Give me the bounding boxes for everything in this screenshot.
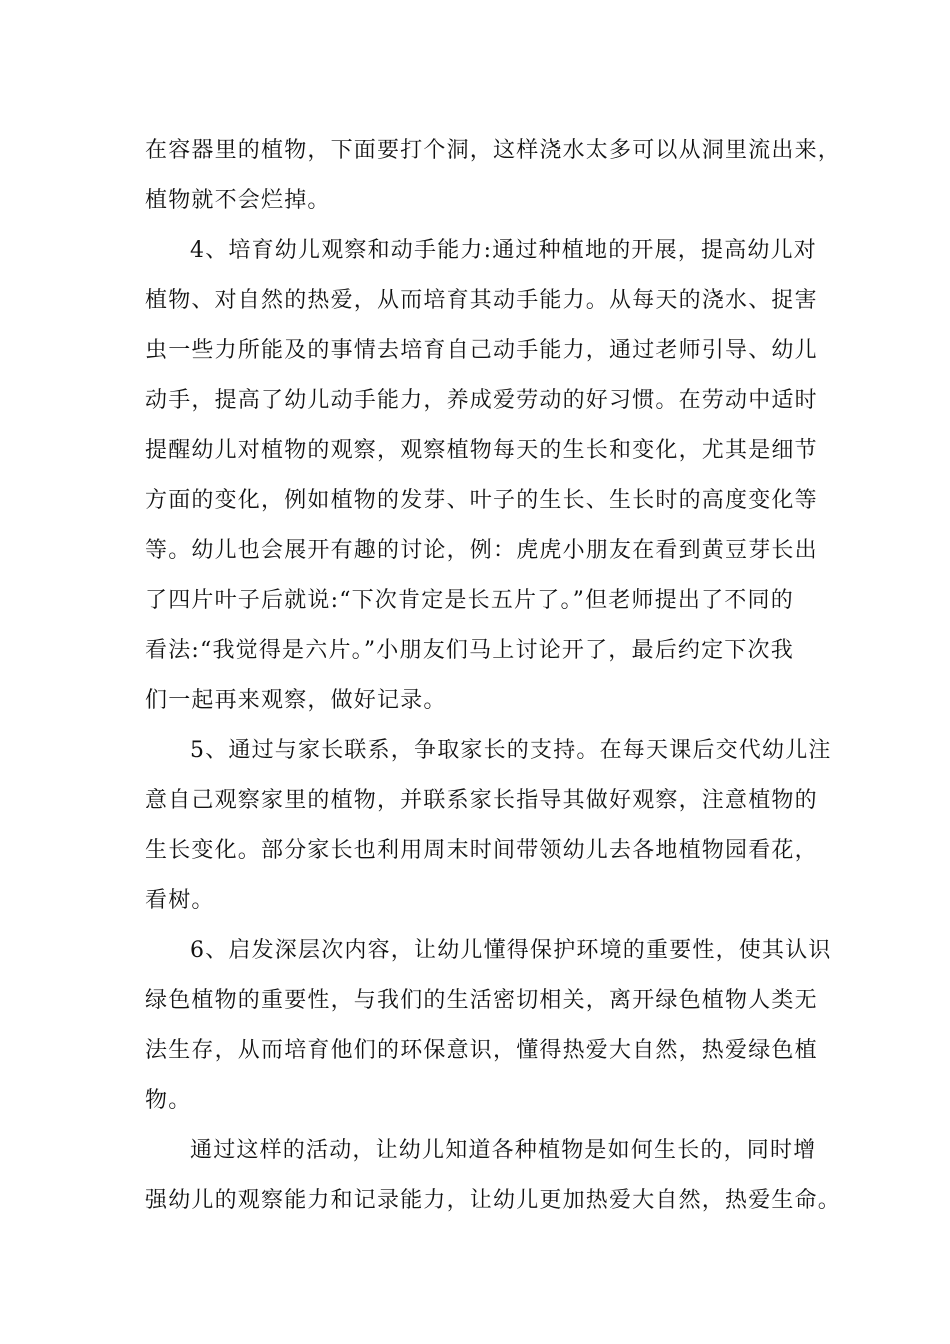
closing-paragraph-start: 通过这样的活动，让幼儿知道各种植物是如何生长的，同时增 <box>190 1138 817 1163</box>
text-line: 方面的变化，例如植物的发芽、叶子的生长、生长时的高度变化等 <box>145 488 818 513</box>
text-line: 看法:“我觉得是六片。”小朋友们马上讨论开了，最后约定下次我 <box>145 638 794 663</box>
text-line: 植物、对自然的热爱，从而培育其动手能力。从每天的浇水、捉害 <box>145 288 818 313</box>
paragraph-6-start: 6、启发深层次内容，让幼儿懂得保护环境的重要性，使其认识 <box>190 938 832 963</box>
text-line: 动手，提高了幼儿动手能力，养成爱劳动的好习惯。在劳动中适时 <box>145 388 818 413</box>
text-line: 们一起再来观察，做好记录。 <box>145 688 447 713</box>
paragraph-5-start: 5、通过与家长联系，争取家长的支持。在每天课后交代幼儿注 <box>190 738 832 763</box>
text-line: 法生存，从而培育他们的环保意识，懂得热爱大自然，热爱绿色植 <box>145 1038 818 1063</box>
text-line: 提醒幼儿对植物的观察，观察植物每天的生长和变化，尤其是细节 <box>145 438 818 463</box>
text-line: 看树。 <box>145 888 215 913</box>
text-line: 等。幼儿也会展开有趣的讨论，例：虎虎小朋友在看到黄豆芽长出 <box>145 538 818 563</box>
text-line: 意自己观察家里的植物，并联系家长指导其做好观察，注意植物的 <box>145 788 818 813</box>
paragraph-4-start: 4、培育幼儿观察和动手能力:通过种植地的开展，提高幼儿对 <box>190 238 818 263</box>
text-line: 在容器里的植物，下面要打个洞，这样浇水太多可以从洞里流出来， <box>145 138 842 163</box>
text-line: 绿色植物的重要性，与我们的生活密切相关，离开绿色植物人类无 <box>145 988 818 1013</box>
text-line: 物。 <box>145 1088 192 1113</box>
text-line: 虫一些力所能及的事情去培育自己动手能力，通过老师引导、幼儿 <box>145 338 818 363</box>
text-line: 了四片叶子后就说:“下次肯定是长五片了。”但老师提出了不同的 <box>145 588 794 613</box>
text-line: 植物就不会烂掉。 <box>145 188 331 213</box>
text-line: 生长变化。部分家长也利用周末时间带领幼儿去各地植物园看花， <box>145 838 818 863</box>
text-line: 强幼儿的观察能力和记录能力，让幼儿更加热爱大自然，热爱生命。 <box>145 1188 842 1213</box>
